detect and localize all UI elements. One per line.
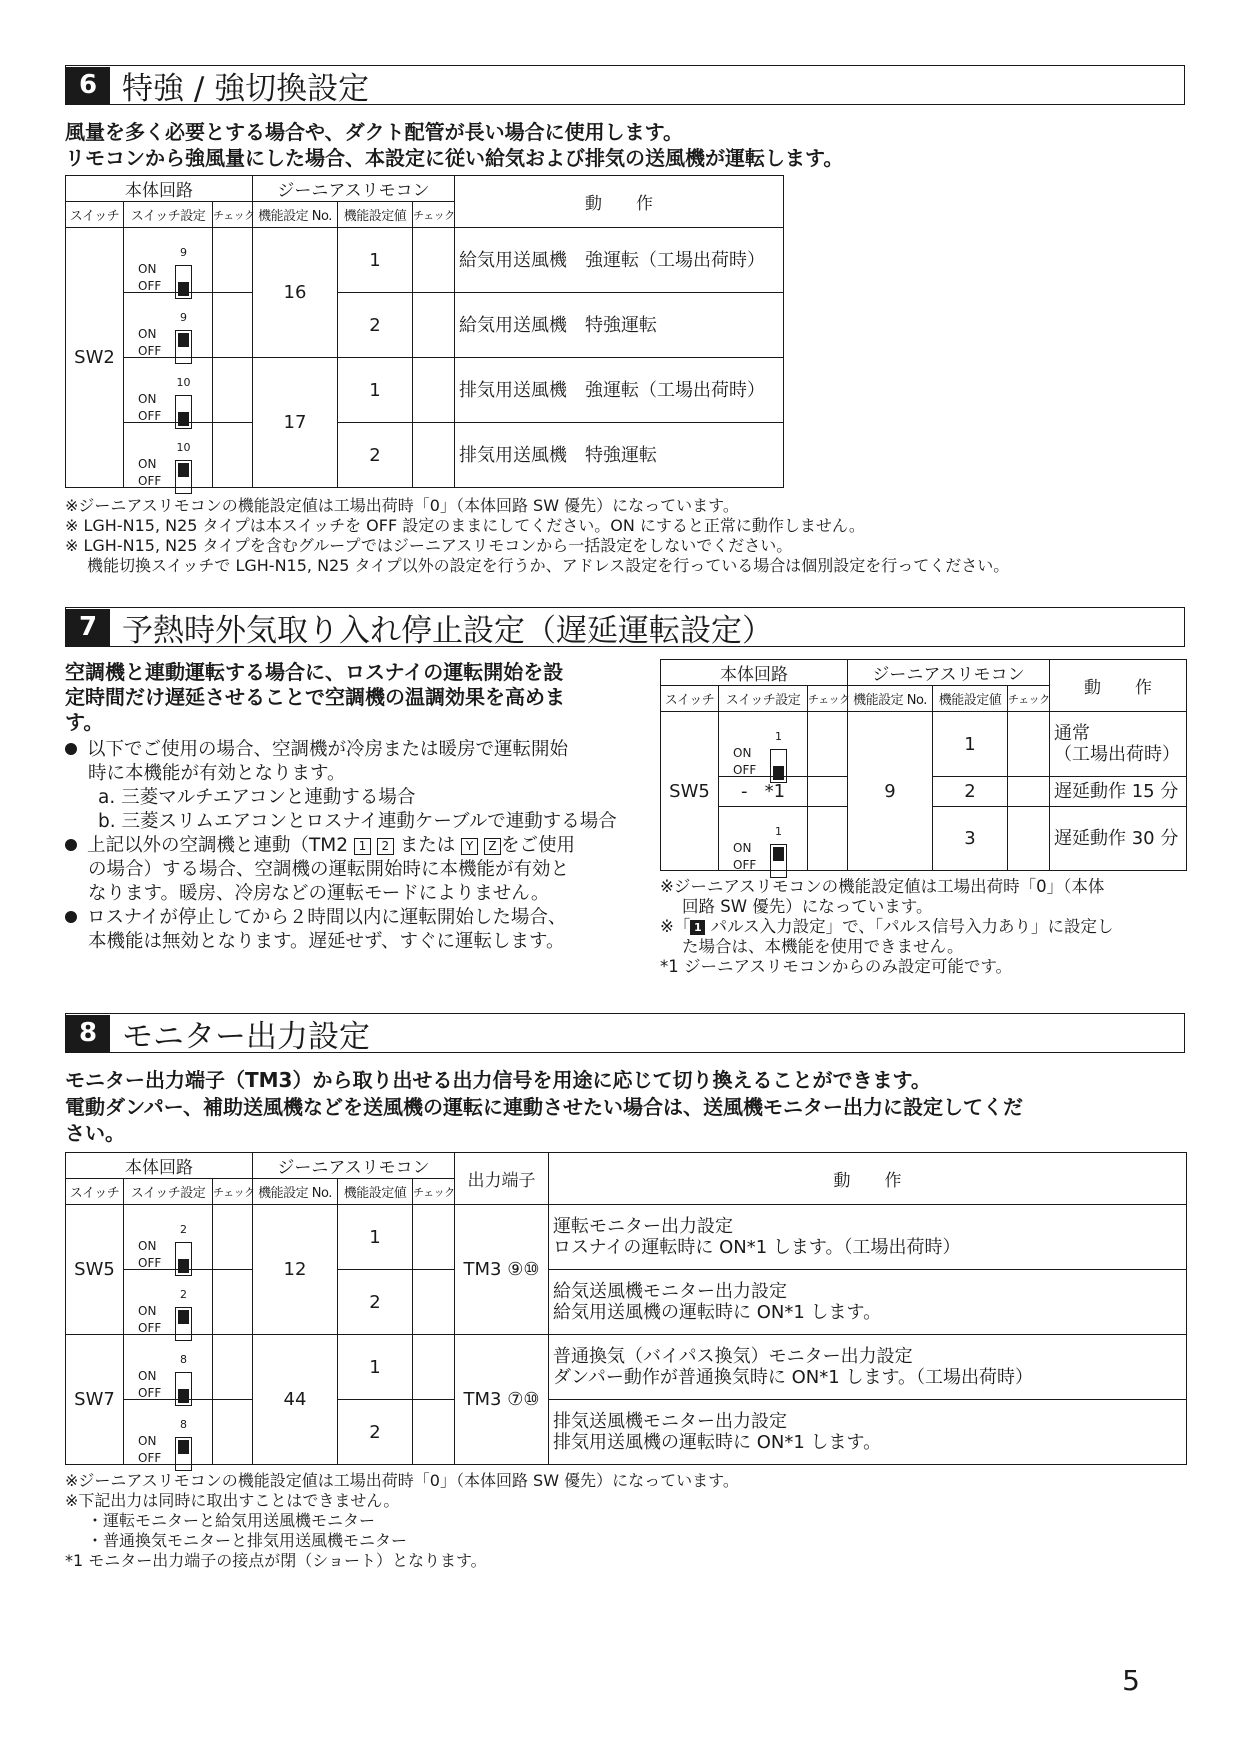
check-cell	[413, 1270, 455, 1335]
function-value: 2	[338, 423, 413, 488]
check-cell	[808, 777, 848, 807]
action-text: 遅延動作 15 分	[1050, 777, 1187, 807]
check-cell	[1008, 712, 1050, 777]
terminal-key-icon: 1	[354, 838, 371, 855]
action-text: 遅延動作 30 分	[1050, 807, 1187, 871]
action-text: 排気用送風機 特強運転	[455, 423, 784, 488]
header-function-no: 機能設定 No.	[253, 202, 338, 228]
section-ref-icon: 1	[690, 920, 705, 935]
output-terminal: TM3 ⑨⑩	[455, 1205, 549, 1335]
action-text: 排気送風機モニター出力設定 排気用送風機の運転時に ON*1 します。	[549, 1400, 1187, 1465]
section-7-bullets: 以下でご使用の場合、空調機が冷房または暖房で運転開始 時に本機能が有効となります。 a. 三菱マルチエアコンと連動する場合 b. 三菱スリムエアコンとロスナイ連動ケーブルで連動する場合 上記以外の空調機と連動（TM2 1 2 または Y Z をご使用 の場合）する場合、空調機の運転開始時に本機能が有効と なります。暖房、冷房などの運転モードによりません。 ロスナイが停止してから２時間以内に運転開始した場合、 本機能は無効となります。遅延せず、すぐに運転します。	[65, 738, 617, 954]
section-8-table	[65, 1152, 1187, 1465]
header-action: 動 作	[549, 1153, 1187, 1205]
check-cell	[213, 1335, 253, 1400]
header-function-no: 機能設定 No.	[848, 686, 933, 712]
function-value: 1	[933, 712, 1008, 777]
check-cell	[213, 423, 253, 488]
check-cell	[213, 1205, 253, 1270]
bullet-item: 以下でご使用の場合、空調機が冷房または暖房で運転開始	[65, 738, 617, 762]
section-title: 予熱時外気取り入れ停止設定（遅延運転設定）	[122, 612, 773, 649]
function-no: 9	[848, 712, 933, 871]
section-8-intro-2: 電動ダンパー、補助送風機などを送風機の運転に連動させたい場合は、送風機モニター出力に設定してくだ	[65, 1095, 1023, 1119]
section-7-notes: ※ジーニアスリモコンの機能設定値は工場出荷時「0」（本体 回路 SW 優先）になっています。 ※「 1 パルス入力設定」で、「パルス信号入力あり」に設定し た場合は、本機能を使用できません。 *1 ジーニアスリモコンからのみ設定可能です。	[660, 877, 1114, 976]
dip-switch-remote-only: - *1	[719, 777, 808, 807]
section-6-intro-2: リモコンから強風量にした場合、本設定に従い給気および排気の送風機が運転します。	[65, 146, 844, 170]
header-remote: ジーニアスリモコン	[253, 176, 455, 202]
action-text: 給気送風機モニター出力設定 給気用送風機の運転時に ON*1 します。	[549, 1270, 1187, 1335]
header-switch-setting: スイッチ設定	[124, 202, 213, 228]
note: ※ジーニアスリモコンの機能設定値は工場出荷時「0」（本体回路 SW 優先）になっています。	[65, 1471, 739, 1490]
function-value: 1	[338, 228, 413, 293]
header-function-value: 機能設定値	[338, 1179, 413, 1205]
check-cell	[213, 1270, 253, 1335]
check-cell	[413, 1335, 455, 1400]
header-function-value: 機能設定値	[338, 202, 413, 228]
section-6-header	[65, 65, 1185, 105]
bullet-icon	[65, 839, 77, 851]
check-cell	[808, 712, 848, 777]
section-8-intro-1: モニター出力端子（TM3）から取り出せる出力信号を用途に応じて切り換えることができます。	[65, 1068, 931, 1092]
action-text: 排気用送風機 強運転（工場出荷時）	[455, 358, 784, 423]
function-value: 2	[933, 777, 1008, 807]
dip-switch: ON OFF 1	[719, 807, 808, 871]
bullet-icon	[65, 911, 77, 923]
function-value: 1	[338, 1335, 413, 1400]
dip-switch: ON OFF 2	[124, 1270, 213, 1335]
dip-switch: ON OFF 2	[124, 1205, 213, 1270]
note: *1 モニター出力端子の接点が閉（ショート）となります。	[65, 1551, 487, 1570]
header-switch: スイッチ	[661, 686, 719, 712]
function-no: 16	[253, 228, 338, 358]
section-8-intro-3: さい。	[65, 1121, 125, 1145]
check-cell	[808, 807, 848, 871]
bullet-icon	[65, 743, 77, 755]
header-check: チェック	[808, 686, 848, 712]
terminal-key-icon: Z	[484, 838, 501, 855]
terminal-key-icon: 2	[377, 838, 394, 855]
note: ※ジーニアスリモコンの機能設定値は工場出荷時「0」（本体回路 SW 優先）になっています。	[65, 496, 739, 515]
section-6-notes	[65, 496, 1009, 576]
note: ※下記出力は同時に取出すことはできません。	[65, 1491, 400, 1510]
check-cell	[1008, 807, 1050, 871]
switch-name: SW7	[66, 1335, 124, 1465]
check-cell	[213, 228, 253, 293]
header-remote: ジーニアスリモコン	[848, 660, 1050, 686]
section-number: 8	[66, 1015, 110, 1052]
header-function-value: 機能設定値	[933, 686, 1008, 712]
function-no: 12	[253, 1205, 338, 1335]
header-switch: スイッチ	[66, 202, 124, 228]
check-cell	[413, 423, 455, 488]
header-body-circuit: 本体回路	[66, 1153, 253, 1179]
check-cell	[213, 293, 253, 358]
section-7-header	[65, 607, 1185, 647]
action-text: 普通換気（バイパス換気）モニター出力設定 ダンパー動作が普通換気時に ON*1 します。（工場出荷時）	[549, 1335, 1187, 1400]
header-body-circuit: 本体回路	[66, 176, 253, 202]
dip-switch: ON OFF 10	[124, 358, 213, 423]
note: ・運転モニターと給気用送風機モニター	[87, 1511, 376, 1530]
section-8-header	[65, 1013, 1185, 1053]
header-check: チェック	[1008, 686, 1050, 712]
check-cell	[413, 228, 455, 293]
dip-switch: ON OFF 9	[124, 228, 213, 293]
switch-name: SW5	[661, 712, 719, 871]
section-6-table	[65, 175, 784, 488]
check-cell	[213, 1400, 253, 1465]
terminal-key-icon: Y	[461, 838, 478, 855]
header-function-no: 機能設定 No.	[253, 1179, 338, 1205]
note: ・普通換気モニターと排気用送風機モニター	[87, 1531, 408, 1550]
dip-switch: ON OFF 10	[124, 423, 213, 488]
page-number: 5	[1122, 1664, 1140, 1697]
header-body-circuit: 本体回路	[661, 660, 848, 686]
header-action: 動 作	[455, 176, 784, 228]
header-check: チェック	[213, 202, 253, 228]
check-cell	[413, 293, 455, 358]
check-cell	[413, 358, 455, 423]
note: ※ LGH-N15, N25 タイプは本スイッチを OFF 設定のままにしてください。ON にすると正常に動作しません。	[65, 516, 865, 535]
header-output-terminal: 出力端子	[455, 1153, 549, 1205]
function-value: 2	[338, 1400, 413, 1465]
header-switch: スイッチ	[66, 1179, 124, 1205]
header-switch-setting: スイッチ設定	[719, 686, 808, 712]
output-terminal: TM3 ⑦⑩	[455, 1335, 549, 1465]
section-number: 7	[66, 609, 110, 646]
switch-name: SW5	[66, 1205, 124, 1335]
header-check: チェック	[413, 202, 455, 228]
note: ※ LGH-N15, N25 タイプを含むグループではジーニアスリモコンから一括設定をしないでください。	[65, 536, 793, 555]
function-value: 3	[933, 807, 1008, 871]
header-switch-setting: スイッチ設定	[124, 1179, 213, 1205]
dip-switch: ON OFF 8	[124, 1400, 213, 1465]
header-check: チェック	[413, 1179, 455, 1205]
bullet-item: ロスナイが停止してから２時間以内に運転開始した場合、	[65, 906, 617, 930]
section-title: モニター出力設定	[122, 1018, 370, 1055]
section-7-intro: 空調機と連動運転する場合に、ロスナイの運転開始を設 定時間だけ遅延させることで空調機の温調効果を高めま す。	[65, 660, 565, 734]
function-no: 17	[253, 358, 338, 488]
section-8-notes	[65, 1471, 739, 1571]
check-cell	[1008, 777, 1050, 807]
bullet-item: 上記以外の空調機と連動（TM2 1 2 または Y Z をご使用	[65, 834, 617, 858]
function-value: 1	[338, 1205, 413, 1270]
action-text: 給気用送風機 強運転（工場出荷時）	[455, 228, 784, 293]
dip-switch: ON OFF 9	[124, 293, 213, 358]
dip-switch: ON OFF 8	[124, 1335, 213, 1400]
header-check: チェック	[213, 1179, 253, 1205]
action-text: 給気用送風機 特強運転	[455, 293, 784, 358]
check-cell	[413, 1400, 455, 1465]
function-value: 2	[338, 293, 413, 358]
action-text: 運転モニター出力設定 ロスナイの運転時に ON*1 します。（工場出荷時）	[549, 1205, 1187, 1270]
header-remote: ジーニアスリモコン	[253, 1153, 455, 1179]
note: 機能切換スイッチで LGH-N15, N25 タイプ以外の設定を行うか、アドレス設定を行っている場合は個別設定を行ってください。	[87, 556, 1010, 575]
section-number: 6	[66, 67, 110, 104]
section-7-table	[660, 659, 1187, 871]
section-6-intro-1: 風量を多く必要とする場合や、ダクト配管が長い場合に使用します。	[65, 120, 683, 144]
dip-switch: ON OFF 1	[719, 712, 808, 777]
header-action: 動 作	[1050, 660, 1187, 712]
check-cell	[213, 358, 253, 423]
section-title: 特強 / 強切換設定	[122, 70, 370, 107]
function-value: 1	[338, 358, 413, 423]
function-value: 2	[338, 1270, 413, 1335]
function-no: 44	[253, 1335, 338, 1465]
switch-name: SW2	[66, 228, 124, 488]
check-cell	[413, 1205, 455, 1270]
action-text: 通常 （工場出荷時）	[1050, 712, 1187, 777]
